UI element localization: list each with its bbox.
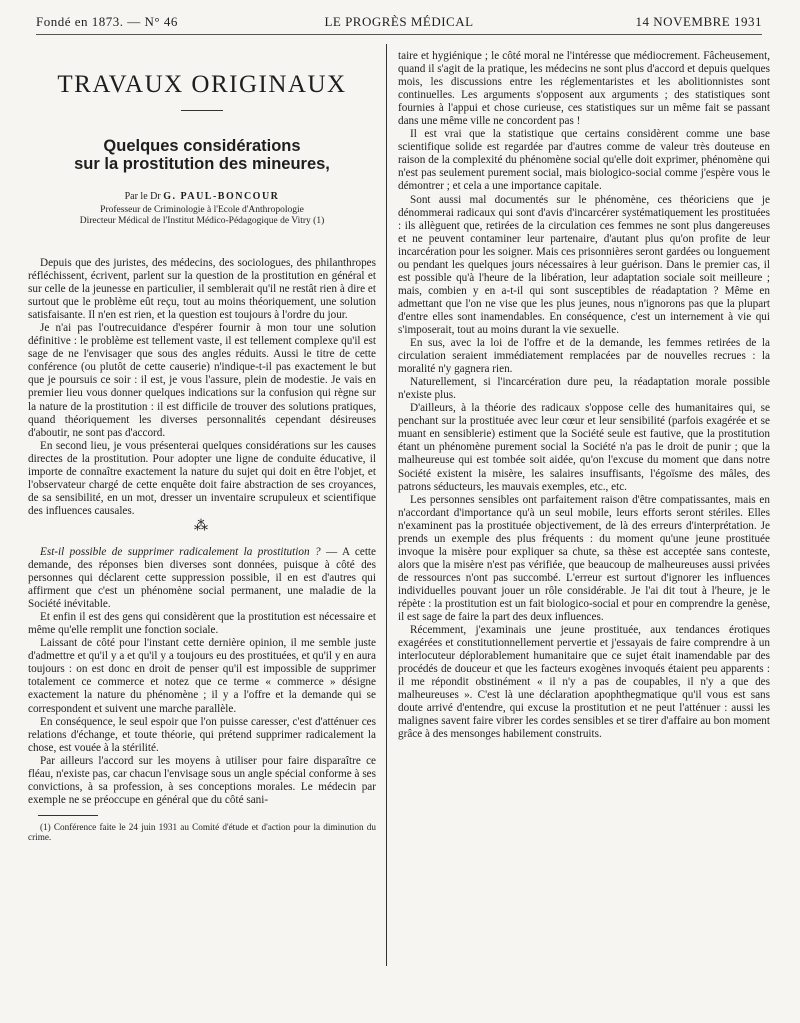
byline-prefix: Par le Dr bbox=[124, 191, 161, 202]
affiliation-line1: Professeur de Criminologie à l'Ecole d'Anthropologie bbox=[100, 205, 304, 215]
paragraph: taire et hygiénique ; le côté moral ne l'intéresse que médiocrement. Fâcheusement, quand il s'agit de la pratique, les médecins ne sont plus d'accord et depuis quelques mois, les discussions entre les réglementaristes et les abolitionnistes sont continuelles. Les arguments s'opposent aux arguments ; des statistiques sont fournies à l'appui et chose curieuse, ces statistiques sur un même fait se passant dans une même ville ne concordent pas ! bbox=[398, 50, 770, 128]
title-rule bbox=[181, 110, 223, 111]
column-divider bbox=[386, 44, 387, 966]
paragraph: Par ailleurs l'accord sur les moyens à utiliser pour faire disparaître ce fléau, n'existe pas, car chacun l'envisage sous un angle spécial conforme à ses convictions, à sa profession, à ses conceptions morales. Le médecin par exemple ne se préoccupe en général que du côté sani- bbox=[28, 754, 376, 806]
paragraph: Depuis que des juristes, des médecins, des sociologues, des philanthropes réfléchissent, écrivent, parlent sur la question de la prostitution en général et sur celle de la jeunesse en particulier, il semblerait qu'il ne restât rien à dire et surtout que le problème eût reçu, tout au moins théoriquement, une solution satisfaisante. Il n'en est rien, et la question est toujours à l'ordre du jour. bbox=[28, 257, 376, 322]
paragraph: D'ailleurs, à la théorie des radicaux s'oppose celle des humanitaires qui, se penchant sur la prostituée avec leur cœur et leur sensibilité (parfois exagérée et se muant en sensiblerie) estiment que la Société seule est fautive, que la prostitution étant un phénomène purement social la Société n'a pas le droit de punir ; que la malheureuse qui est tombée soit aidée, qu'on l'excuse du moment que dans notre Société existent la misère, les salaires insuffisants, l'égoïsme des mâles, des patrons séducteurs, les mauvais exemples, etc., etc. bbox=[398, 402, 770, 493]
affiliation-line2: Directeur Médical de l'Institut Médico-Pédagogique de Vitry (1) bbox=[79, 216, 325, 226]
paragraph: Sont aussi mal documentés sur le phénomène, ces théoriciens que je dénommerai radicaux qui sont d'avis d'incarcérer systématiquement les prostituées : ils allèguent que, retirées de la circulation ces femmes ne sont plus dangereuses et ne peuvent contaminer leur partenaire, d'autant plus qu'on profite de leur incarcération pour les soigner. Mais ces prisonnières seront gardées ou longuement ou pendant les quelques jours nécessaires à leur guérison. Dans le premier cas, il est possible qu'à l'heure de la libération, leur adaptation sociale soit meilleure ; mais, combien y en a-t-il qui sont susceptibles de réadaptation ? Même en admettant que l'on ne vise que les plus jeunes, nous n'ignorons pas que la plupart d'entre elles sont inamendables. En conséquence, c'est un internement à vie qui s'imposerait, tout au moins durant la vie sexuelle. bbox=[398, 193, 770, 336]
article-title-line1: Quelques considérations bbox=[103, 137, 301, 155]
paragraph: En second lieu, je vous présenterai quelques considérations sur les causes directes de la prostitution. Pour adopter une ligne de conduite éducative, il importe de connaître exactement la nature du sujet qui doit en être l'objet, et l'observateur chargé de cette enquête doit faire abstraction de ses croyances, de sa sensibilité, en un mot, dresser un inventaire scrupuleux et scientifique des influences causales. bbox=[28, 439, 376, 517]
paragraph: Naturellement, si l'incarcération dure peu, la réadaptation morale possible n'existe plus. bbox=[398, 376, 770, 402]
paragraph: Laissant de côté pour l'instant cette dernière opinion, il me semble juste d'admettre et qu'il y a et qu'il y a toujours eu des prostituées, et qu'il y en aura toujours : on est donc en droit de penser qu'il est impossible de supprimer totalement ce commerce et notez que ce terme « commerce » désigne exactement la nature du phénomène ; il y a l'offre et la demande qui se correspondent et suivent une marche parallèle. bbox=[28, 637, 376, 715]
paragraph: En conséquence, le seul espoir que l'on puisse caresser, c'est d'atténuer ces relations d'échange, et toute théorie, qui prétend supprimer radicalement la chose, est vouée à la stérilité. bbox=[28, 715, 376, 754]
running-head bbox=[36, 14, 762, 34]
paragraph: Récemment, j'examinais une jeune prostituée, aux tendances érotiques exagérées et constitutionnellement pervertie et j'essayais de faire comprendre à un interlocuteur déplorablement humanitaire que ce sujet était inamendable par des procédés de douceur et que les facteurs exogènes invoqués étaient peu apparents : il me répondit obstinément « il n'y a pas de coupables, il n'y a que des malheureuses ». C'est là une déclaration apophthegmatique qu'il vous est sans doute arrivé d'entendre, qui excuse la prostitution et ne peut l'atténuer : aussi les malignes savent faire vibrer les cordes sensibles et se tirer d'affaire au bon moment grâce à des mensonges habilement construits. bbox=[398, 624, 770, 741]
article-title bbox=[28, 137, 376, 173]
italic-question: Est-il possible de supprimer radicalement la prostitution ? bbox=[40, 545, 321, 558]
journal-name: LE PROGRÈS MÉDICAL bbox=[324, 14, 474, 29]
author-affiliation bbox=[28, 205, 376, 227]
section-title: TRAVAUX ORIGINAUX bbox=[57, 71, 347, 98]
paragraph: Les personnes sensibles ont parfaitement raison d'être compatissantes, mais en n'accordant d'importance qu'à un seul mobile, leurs efforts seront stériles. Elles n'examinent pas la prostituée objectivement, de là des erreurs d'interprétation. Je prends un exemple des plus fréquents : du moment qu'une jeune prostituée invoque la misère pour expliquer sa chute, sa thèse est acceptée sans conteste, alors que la misère n'est pas vérifiée, que beaucoup de malheureuses aussi privées de ressources n'ont pas succombé. L'erreur est surtout d'ignorer les influences individuelles pouvant jouer un rôle considérable. Je l'ai dit tout à l'heure, je le répète : la prostitution est un fait biologico-social et pour en comprendre la genèse, il est sage de faire la part des deux influences. bbox=[398, 493, 770, 624]
right-column bbox=[398, 50, 770, 741]
author-name: G. PAUL-BONCOUR bbox=[163, 191, 280, 202]
left-column bbox=[28, 46, 376, 843]
article-title-line2: sur la prostitution des mineures, bbox=[74, 155, 330, 173]
footnote-rule bbox=[38, 815, 98, 816]
paragraph: Il est vrai que la statistique que certains considèrent comme une base scientifique solide est regardée par d'autres comme de valeur très douteuse en raison de la complexité du phénomène social qu'elle doit exprimer, phénomène qui n'est pas seulement purement social, mais biologico-social comme j'espère vous le démontrer ; et cela a une importance capitale. bbox=[398, 128, 770, 193]
header-rule bbox=[36, 34, 762, 35]
paragraph bbox=[28, 546, 376, 611]
paragraph: En sus, avec la loi de l'offre et de la demande, les femmes retirées de la circulation seraient immédiatement remplacées par de nouvelles recrues : la moralité n'y gagnera rien. bbox=[398, 337, 770, 376]
paragraph-text: — A cette demande, des réponses bien diverses sont données, puisque à côté des personnes qui déclarent cette suppression possible, il en est d'autres qui affirment que c'est un phénomène social permanent, une maladie de la Société inévitable. bbox=[28, 545, 376, 611]
asterism-separator: ⁂ bbox=[194, 518, 210, 534]
paragraph: Je n'ai pas l'outrecuidance d'espérer fournir à mon tour une solution définitive : le problème est tellement vaste, il est tellement complexe qu'il est sage de ne l'envisager que sous des angles réduits. Aussi le titre de cette conférence (ou plutôt de cette causerie) n'indique-t-il pas exactement le but que je poursuis ce soir : il est, je vous l'assure, plein de modestie. Je vais en premier lieu vous donner quelques indications sur la confusion qui règne sur la nature de la prostitution : il est difficile de trouver des solutions pratiques, quand théoriquement les diverses personnalités cependant désireuses d'aboutir, ne sont pas d'accord. bbox=[28, 322, 376, 439]
footnote: (1) Conférence faite le 24 juin 1931 au Comité d'étude et d'action pour la diminution du crime. bbox=[28, 821, 376, 843]
paragraph: Et enfin il est des gens qui considèrent que la prostitution est nécessaire et même qu'elle remplit une fonction sociale. bbox=[28, 611, 376, 637]
founding-issue-label: Fondé en 1873. — N° 46 bbox=[36, 14, 178, 29]
issue-date: 14 NOVEMBRE 1931 bbox=[635, 14, 762, 29]
byline bbox=[28, 191, 376, 203]
